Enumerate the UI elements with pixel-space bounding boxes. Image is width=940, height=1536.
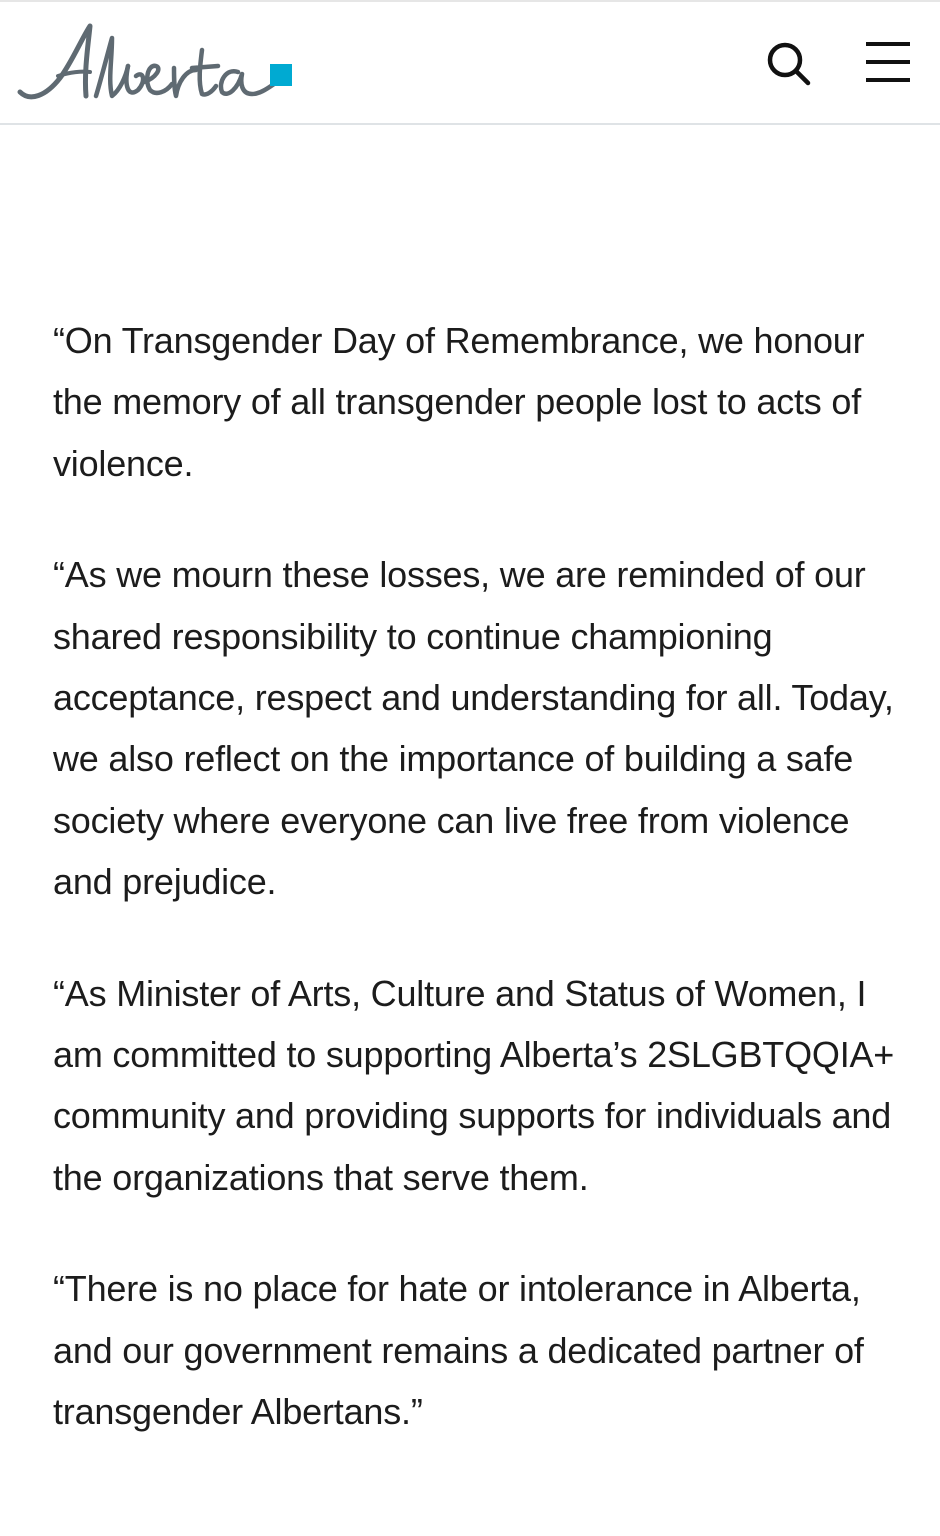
logo-accent-square (270, 64, 292, 86)
article-paragraph: “As Minister of Arts, Culture and Status of Women, I am committed to supporting Alberta’s 2SLGBTQQIA+ community and providing supports for individuals and the organizations that serve them. (53, 972, 895, 1198)
site-header (0, 2, 940, 125)
article-body (53, 310, 903, 1493)
hamburger-menu-icon (862, 38, 914, 90)
menu-button[interactable] (862, 38, 914, 90)
alberta-logo-mark (16, 16, 306, 108)
alberta-logo[interactable] (16, 16, 306, 108)
article-paragraph: “There is no place for hate or intolerance in Alberta, and our government remains a dedicated partner of transgender Albertans.” (53, 1268, 864, 1433)
article-paragraph: “On Transgender Day of Remembrance, we honour the memory of all transgender people lost to acts of violence. (53, 320, 865, 484)
search-button[interactable] (762, 38, 814, 90)
search-icon (762, 38, 814, 90)
article-paragraph: “As we mourn these losses, we are reminded of our shared responsibility to continue championing acceptance, respect and understanding for all. Today, we also reflect on the importance of building a safe society where everyone can live free from violence and prejudice. (53, 554, 894, 903)
